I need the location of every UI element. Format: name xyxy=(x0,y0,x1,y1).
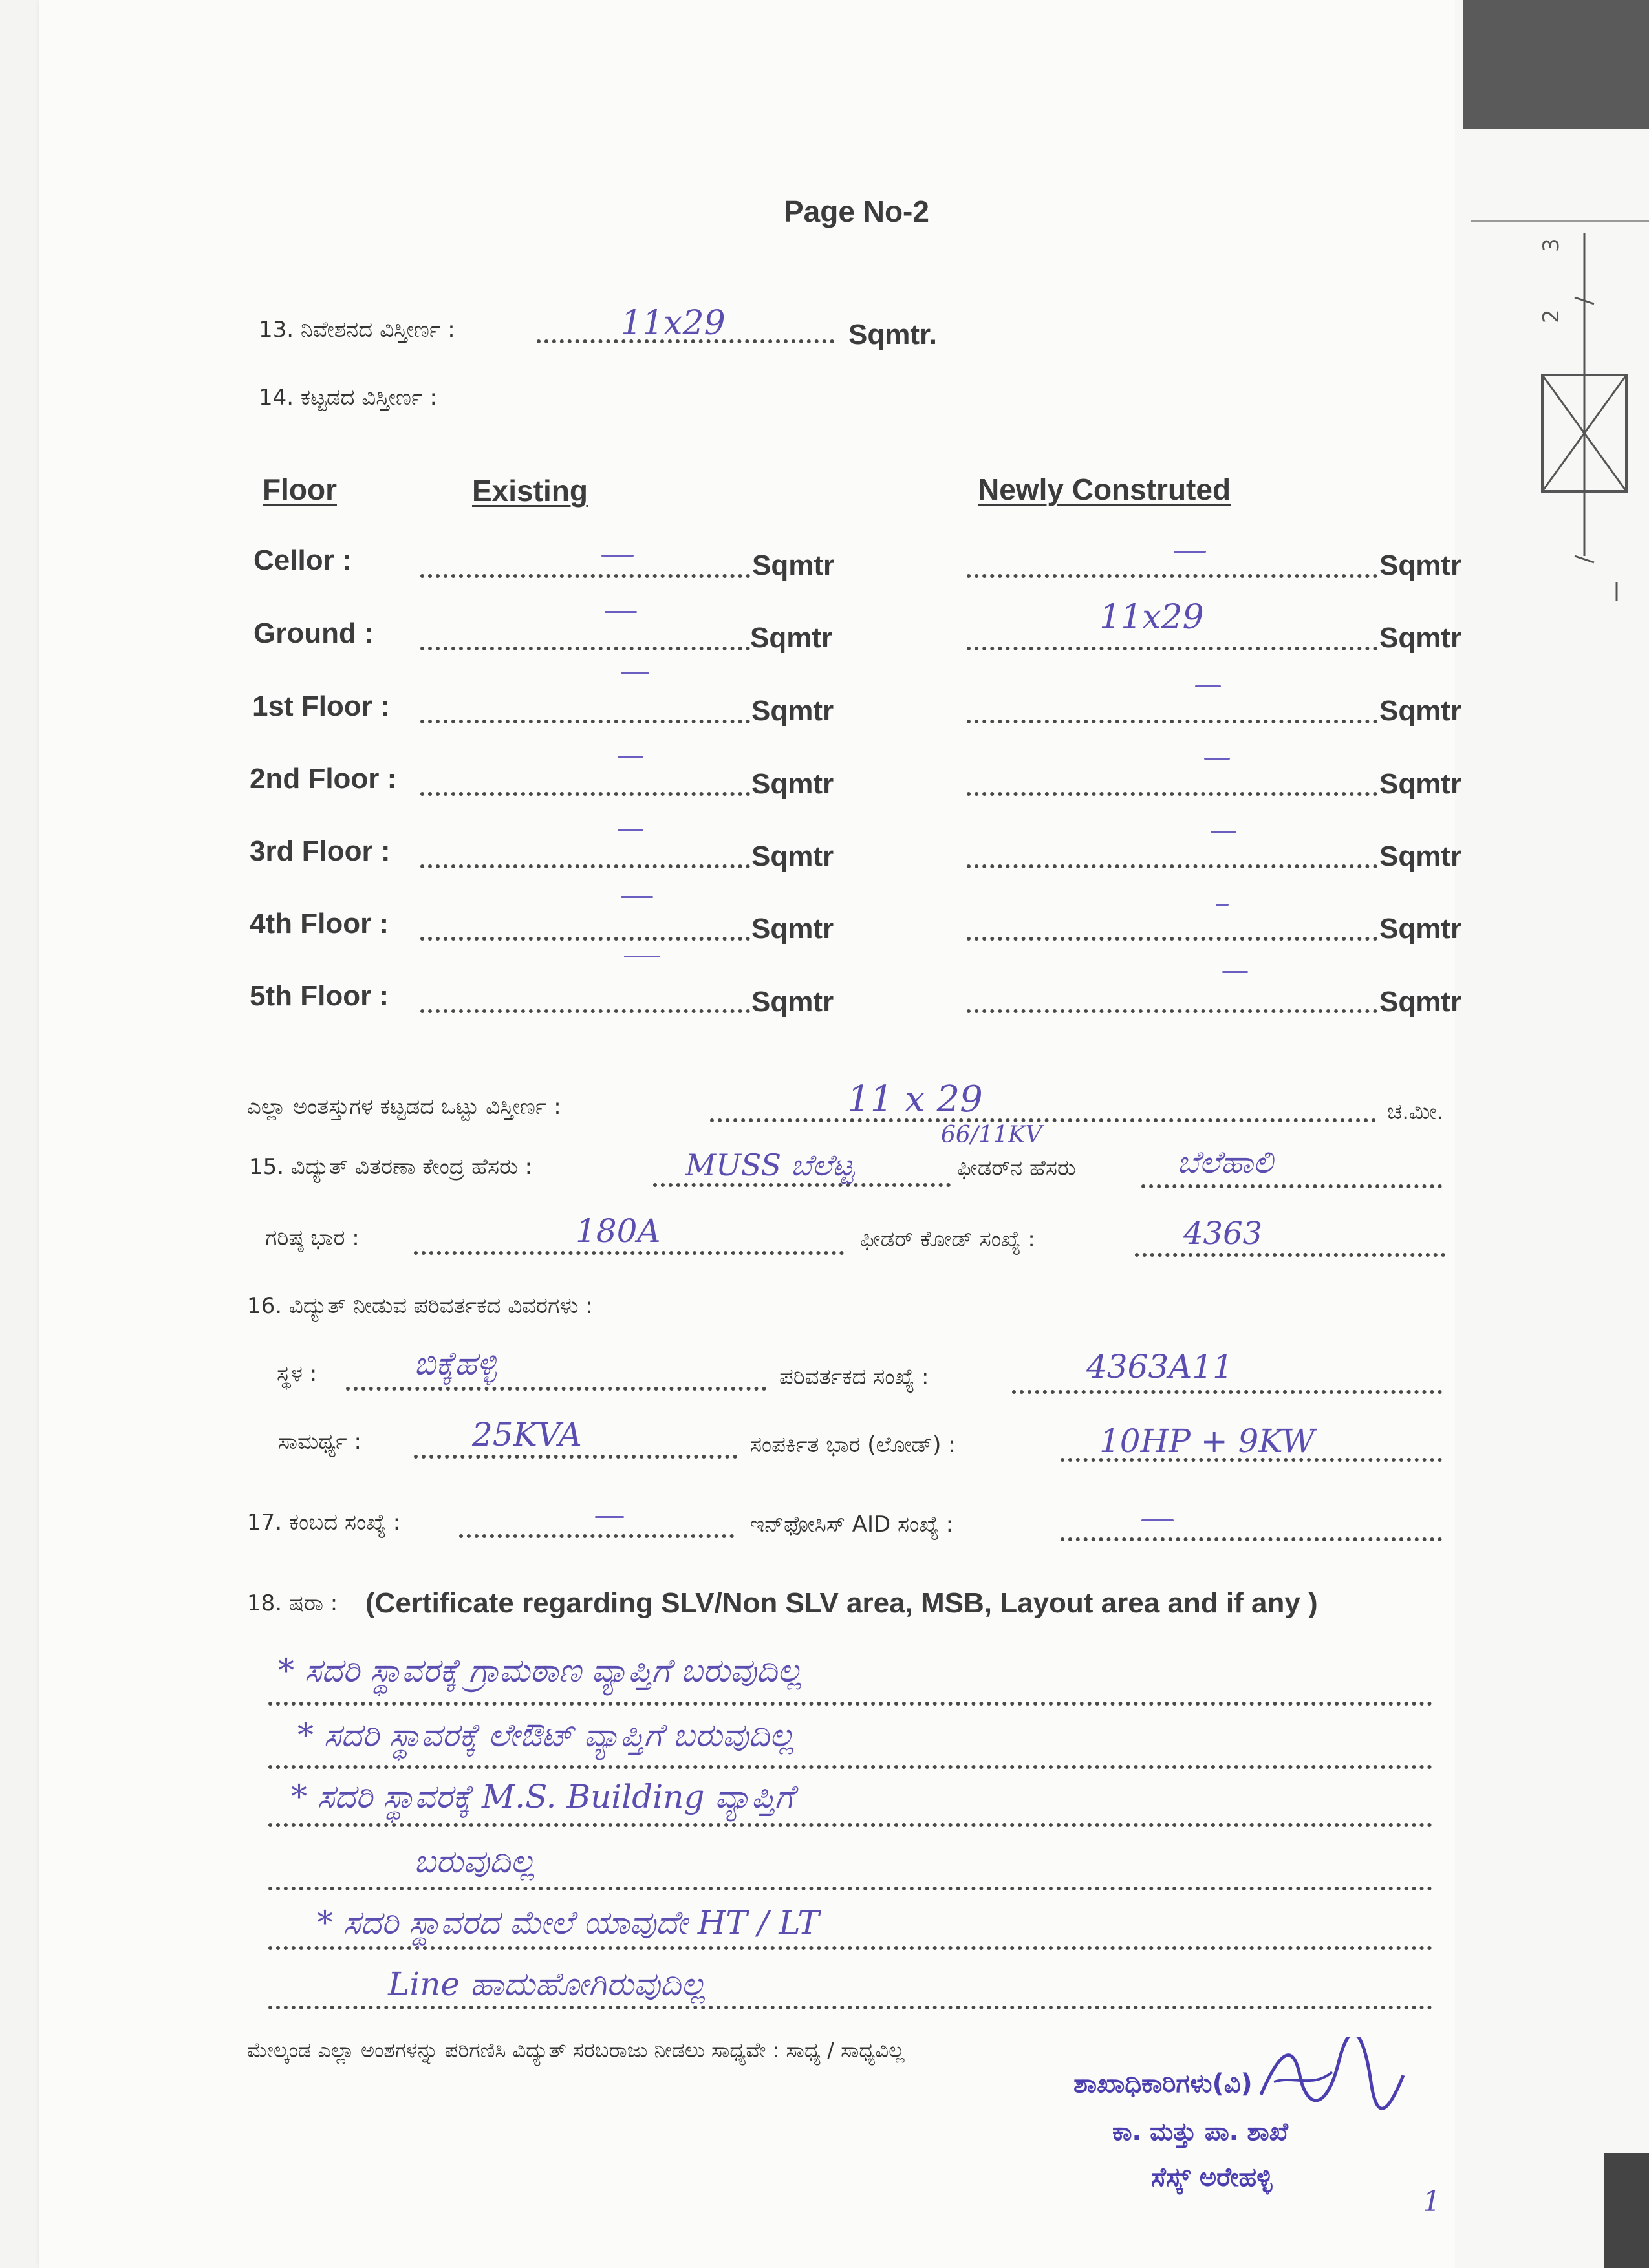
unit-label: Sqmtr xyxy=(1379,550,1462,581)
adjacent-page-drawing xyxy=(1455,194,1649,614)
col-new-header: Newly Construted xyxy=(978,473,1231,506)
total-area-unit: ಚ.ಮೀ. xyxy=(1387,1099,1444,1125)
unit-label: Sqmtr xyxy=(1379,768,1462,800)
tc-no-label: ಪರಿವರ್ತಕದ ಸಂಖ್ಯೆ : xyxy=(779,1364,929,1390)
svg-text:2: 2 xyxy=(1538,309,1564,323)
page-number: Page No-2 xyxy=(784,195,929,228)
plot-area-value: 11x29 xyxy=(621,304,726,343)
plot-area-unit: Sqmtr. xyxy=(848,319,937,350)
signature-icon xyxy=(1255,2037,1410,2121)
new-value xyxy=(1211,831,1236,833)
existing-value xyxy=(605,611,637,613)
remarks-line: ಬರುವುದಿಲ್ಲ xyxy=(414,1843,535,1880)
total-area-value: 11 x 29 xyxy=(847,1078,983,1120)
page-mark: 1 xyxy=(1423,2185,1441,2218)
tc-no-value: 4363A11 xyxy=(1086,1348,1233,1385)
remarks-label: 18. ಷರಾ : xyxy=(247,1590,338,1616)
place-value: ಬಿಕ್ಕೆಹಳ್ಳಿ xyxy=(414,1345,497,1382)
new-value xyxy=(1216,904,1229,906)
existing-value xyxy=(601,555,634,557)
existing-value xyxy=(618,756,643,758)
feeder-name-label: ಫೀಡರ್‌ನ ಹೆಸರು xyxy=(957,1155,1076,1181)
floor-label: Cellor : xyxy=(253,544,352,576)
remarks-line: * ಸದರಿ ಸ್ಥಾವರದ ಮೇಲೆ ಯಾವುದೇ HT / LT xyxy=(317,1904,819,1942)
floor-label: 3rd Floor : xyxy=(250,835,391,867)
station-value: MUSS ಬೆಲೆಟ್ಟ xyxy=(685,1148,854,1182)
floor-label: 4th Floor : xyxy=(250,908,389,939)
unit-label: Sqmtr xyxy=(1379,913,1462,945)
existing-value xyxy=(621,896,653,898)
unit-label: Sqmtr xyxy=(751,840,834,872)
floor-label: 5th Floor : xyxy=(250,980,389,1012)
floor-label: 2nd Floor : xyxy=(250,763,397,795)
transformer-details-label: 16. ವಿದ್ಯುತ್ ನೀಡುವ ಪರಿವರ್ತಕದ ವಿವರಗಳು : xyxy=(247,1293,593,1319)
floor-label: Ground : xyxy=(253,617,374,649)
adjacent-page-strip xyxy=(1455,0,1649,2268)
unit-label: Sqmtr xyxy=(1379,986,1462,1018)
feeder-code-label: ಫೀಡರ್ ಕೋಡ್ ಸಂಖ್ಯೆ : xyxy=(860,1226,1035,1252)
officer-stamp-office: ಕಾ. ಮತ್ತು ಪಾ. ಶಾಖೆ xyxy=(1112,2117,1288,2146)
remarks-line: * ಸದರಿ ಸ್ಥಾವರಕ್ಕೆ ಲೇಔಟ್ ವ್ಯಾಪ್ತಿಗೆ ಬರುವುದಿಲ್ಲ xyxy=(297,1717,795,1754)
feasibility-statement: ಮೇಲ್ಕಂಡ ಎಲ್ಲಾ ಅಂಶಗಳನ್ನು ಪರಿಗಣಿಸಿ ವಿದ್ಯುತ್ ಸರಬರಾಜು ನೀಡಲು ಸಾಧ್ಯವೇ : ಸಾಧ್ಯ / ಸಾಧ್ಯವಿಲ್ಲ xyxy=(247,2038,905,2062)
station-note: 66/11KV xyxy=(941,1122,1042,1148)
capacity-value: 25KVA xyxy=(472,1416,582,1453)
svg-text:3: 3 xyxy=(1538,238,1564,252)
connected-load-label: ಸಂಪರ್ಕಿತ ಭಾರ (ಲೋಡ್) : xyxy=(750,1432,956,1458)
max-load-label: ಗರಿಷ್ಠ ಭಾರ : xyxy=(265,1225,360,1251)
aid-label: ಇನ್‌ಫೋಸಿಸ್ AID ಸಂಖ್ಯೆ : xyxy=(750,1512,954,1537)
unit-label: Sqmtr xyxy=(751,768,834,800)
new-value xyxy=(1195,685,1221,687)
max-load-value: 180A xyxy=(576,1212,661,1250)
station-label: 15. ವಿದ್ಯುತ್ ವಿತರಣಾ ಕೇಂದ್ರ ಹೆಸರು : xyxy=(249,1154,533,1180)
pole-value xyxy=(595,1516,624,1518)
feeder-code-value: 4363 xyxy=(1183,1215,1263,1252)
floor-label: 1st Floor : xyxy=(252,690,390,722)
existing-value xyxy=(624,956,660,957)
connected-load-value: 10HP + 9KW xyxy=(1099,1422,1315,1460)
capacity-label: ಸಾಮರ್ಥ್ಯ : xyxy=(278,1429,361,1455)
unit-label: Sqmtr xyxy=(751,695,834,727)
unit-label: Sqmtr xyxy=(751,913,834,945)
aid-value xyxy=(1141,1519,1174,1521)
unit-label: Sqmtr xyxy=(750,622,833,654)
existing-value xyxy=(621,672,649,674)
unit-label: Sqmtr xyxy=(752,550,835,581)
total-area-label: ಎಲ್ಲಾ ಅಂತಸ್ತುಗಳ ಕಟ್ಟಡದ ಒಟ್ಟು ವಿಸ್ತೀರ್ಣ : xyxy=(247,1094,561,1120)
unit-label: Sqmtr xyxy=(1379,695,1462,727)
remarks-line: Line ಹಾದುಹೋಗಿರುವುದಿಲ್ಲ xyxy=(388,1965,706,2003)
feeder-name-value: ಬೆಲೆಹಾಲಿ xyxy=(1177,1144,1273,1181)
new-value xyxy=(1222,971,1248,973)
pole-label: 17. ಕಂಬದ ಸಂಖ್ಯೆ : xyxy=(247,1510,401,1535)
new-value xyxy=(1174,551,1206,553)
existing-value xyxy=(618,829,643,831)
new-value: 11x29 xyxy=(1099,598,1204,637)
unit-label: Sqmtr xyxy=(1379,622,1462,654)
new-value xyxy=(1204,758,1230,760)
remarks-note: (Certificate regarding SLV/Non SLV area, MSB, Layout area and if any ) xyxy=(365,1587,1318,1619)
col-floor-header: Floor xyxy=(263,473,337,506)
remarks-line: * ಸದರಿ ಸ್ಥಾವರಕ್ಕೆ ಗ್ರಾಮಠಾಣ ವ್ಯಾಪ್ತಿಗೆ ಬರುವುದಿಲ್ಲ xyxy=(278,1652,803,1689)
unit-label: Sqmtr xyxy=(1379,840,1462,872)
officer-stamp-title: ಶಾಖಾಧಿಕಾರಿಗಳು(ವಿ) xyxy=(1073,2069,1253,2099)
officer-stamp-location: ಸೆಸ್ಕ್ ಅರೇಹಳ್ಳಿ xyxy=(1151,2163,1273,2192)
col-existing-header: Existing xyxy=(472,474,588,508)
building-area-label: 14. ಕಟ್ಟಡದ ವಿಸ್ತೀರ್ಣ : xyxy=(259,385,437,411)
unit-label: Sqmtr xyxy=(751,986,834,1018)
remarks-line: * ಸದರಿ ಸ್ಥಾವರಕ್ಕೆ M.S. Building ವ್ಯಾಪ್ತಿಗೆ xyxy=(291,1778,794,1815)
plot-area-label: 13. ನಿವೇಶನದ ವಿಸ್ತೀರ್ಣ : xyxy=(259,317,455,343)
place-label: ಸ್ಥಳ : xyxy=(277,1361,318,1387)
